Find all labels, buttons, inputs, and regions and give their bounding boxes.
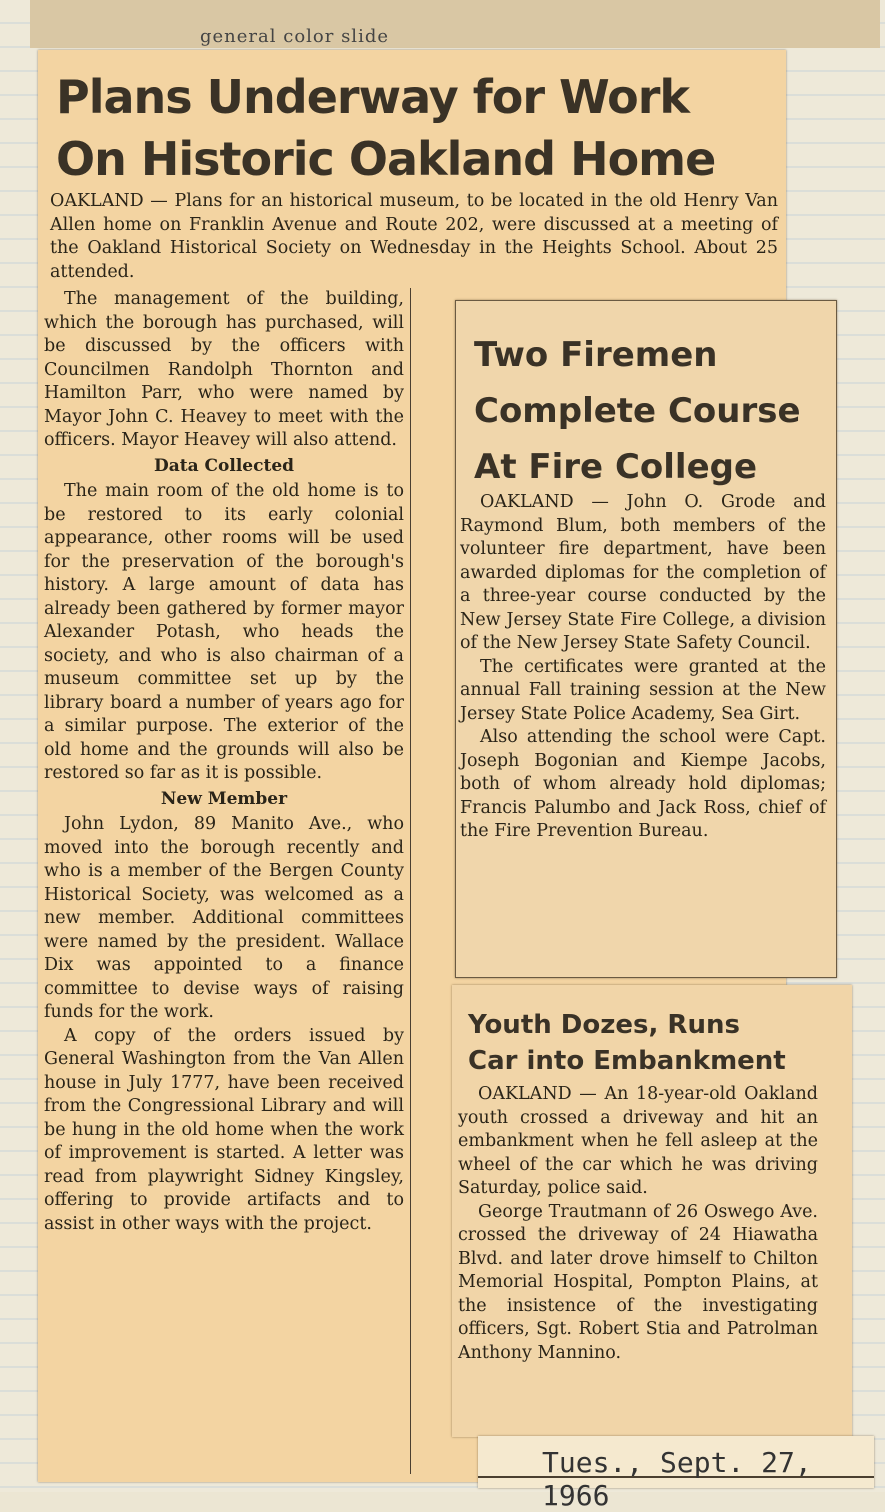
paragraph: The main room of the old home is to be restored to its early colonial appearance, other rooms will be used for the preservation of the borough's history. A large amount of data has already been gathered by former mayor Alexander Potash, who heads the society, and who is also chairman of a museum committee set up by the library board a number of years ago for a similar purpose. The exterior of the old home and the grounds will also be restored so far as it is possible. bbox=[44, 481, 404, 783]
column-rule bbox=[410, 288, 411, 1474]
top-clipping-fragment bbox=[30, 0, 880, 48]
headline-line: Complete Course bbox=[474, 391, 801, 431]
date-clipping bbox=[478, 1436, 874, 1512]
paragraph: John Lydon, 89 Manito Ave., who moved into the borough recently and who is a member of the Bergen County Historical Society, was welcomed as a new member. Additional committees were named by the president. Wallace Dix was appointed to a finance committee to devise ways of raising funds for the work. bbox=[44, 814, 404, 1022]
paragraph: George Trautmann of 26 Oswego Ave. crossed the driveway of 24 Hiawatha Blvd. and later drove himself to Chilton Memorial Hospital, Pompton Plains, at the insistence of the investigating officers, Sgt. Robert Stia and Patrolman Anthony Mannino. bbox=[458, 1201, 818, 1363]
headline-line: At Fire College bbox=[474, 447, 758, 487]
headline-line: Plans Underway for Work bbox=[56, 70, 689, 124]
paragraph: A copy of the orders issued by General Washington from the Van Allen house in July 1777, have been received from the Congressional Library and will be hung in the old home when the work of improvement is started. A letter was read from playwright Sidney Kingsley, offering to provide artifacts and to assist in other ways with the project. bbox=[44, 1025, 404, 1234]
headline-line: Two Firemen bbox=[474, 335, 718, 375]
paragraph: OAKLAND — John O. Grode and Raymond Blum, both members of the volunteer fire department, have been awarded diplomas for the completion of a three-year course conducted by the New Jersey State Fire College, a division of the New Jersey State Safety Council. bbox=[460, 492, 826, 653]
paragraph: The certificates were granted at the annual Fall training session at the New Jersey State Police Academy, Sea Girt. bbox=[460, 656, 826, 724]
article1-body bbox=[44, 288, 404, 1236]
headline-line: On Historic Oakland Home bbox=[56, 132, 716, 186]
paragraph: The management of the building, which the borough has purchased, will be discussed by the officers with Councilmen Randolph Thornton and Hamilton Parr, who were named by Mayor John C. Heavey to meet with the officers. Mayor Heavey will also attend. bbox=[44, 289, 404, 450]
subheading: New Member bbox=[160, 788, 288, 809]
article1-lede: OAKLAND — Plans for an historical museum, to be located in the old Henry Van Allen home on Franklin Avenue and Route 202, were discussed at a meeting of the Oakland Historical Society on Wednesday in the Heights School. About 25 attended. bbox=[50, 191, 778, 282]
article2-headline bbox=[474, 327, 824, 495]
article1-headline bbox=[56, 66, 776, 190]
paragraph: OAKLAND — An 18-year-old Oakland youth crossed a driveway and hit an embankment when he fell asleep at the wheel of the car which he was driving Saturday, police said. bbox=[458, 1084, 818, 1198]
headline-line: Car into Embankment bbox=[468, 1046, 786, 1076]
paragraph: Also attending the school were Capt. Joseph Bogonian and Kiempe Jacobs, both of whom already hold diplomas; Francis Palumbo and Jack Ross, chief of the Fire Prevention Bureau. bbox=[460, 727, 826, 841]
clipping-youth-dozes bbox=[452, 985, 852, 1437]
fragment-text: general color slide bbox=[200, 26, 389, 47]
headline-line: Youth Dozes, Runs bbox=[468, 1010, 740, 1040]
clipping-firemen bbox=[455, 300, 837, 978]
handwritten-date: Tues., Sept. 27, 1966 bbox=[542, 1446, 812, 1512]
article3-headline bbox=[468, 1007, 848, 1079]
article3-body bbox=[458, 1083, 818, 1365]
subheading: Data Collected bbox=[153, 455, 295, 476]
article2-body bbox=[460, 491, 826, 844]
